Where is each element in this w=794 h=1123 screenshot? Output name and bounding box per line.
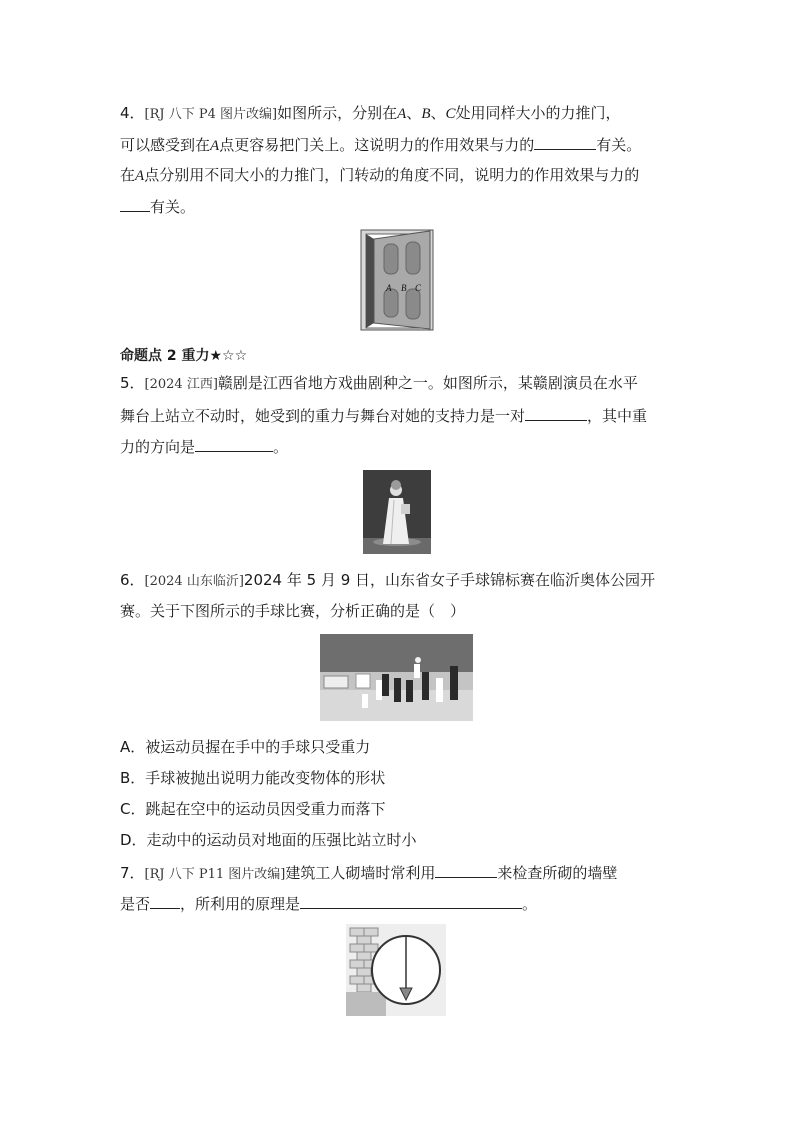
q6-line-2: 赛。关于下图所示的手球比赛，分析正确的是（ ） bbox=[120, 602, 466, 620]
q5-line-3: 力的方向是 。 bbox=[120, 438, 289, 456]
question-number: 6． bbox=[120, 571, 145, 589]
question-number: 4． bbox=[120, 104, 145, 122]
q6-option-b: B．手球被抛出说明力能改变物体的形状 bbox=[120, 769, 386, 787]
answer-blank[interactable] bbox=[195, 436, 273, 452]
question-source: [2024 江西] bbox=[144, 377, 218, 392]
door-label-c: C bbox=[415, 283, 422, 293]
plumb-line-figure bbox=[346, 924, 446, 1016]
difficulty-stars: ★☆☆ bbox=[209, 348, 248, 364]
answer-blank[interactable] bbox=[534, 134, 596, 150]
question-source: [RJ 八下 P4 图片改编] bbox=[144, 107, 278, 122]
question-source: [RJ 八下 P11 图片改编] bbox=[144, 867, 286, 882]
handball-match-photo bbox=[320, 634, 473, 721]
q6-option-c: C．跳起在空中的运动员因受重力而落下 bbox=[120, 800, 386, 818]
q4-line-2: 可以感受到在A点更容易把门关上。这说明力的作用效果与力的 有关。 bbox=[120, 136, 642, 154]
answer-blank[interactable] bbox=[150, 893, 180, 909]
q4-line-3: 在A点分别用不同大小的力推门，门转动的角度不同，说明力的作用效果与力的 bbox=[120, 166, 640, 184]
answer-blank[interactable] bbox=[300, 893, 522, 909]
door-label-a: A bbox=[386, 283, 392, 293]
q5-line-1: 5．[2024 江西]赣剧是江西省地方戏曲剧种之一。如图所示，某赣剧演员在水平 bbox=[120, 374, 638, 392]
door-label-b: B bbox=[401, 283, 407, 293]
q5-line-2: 舞台上站立不动时，她受到的重力与舞台对她的支持力是一对 ，其中重 bbox=[120, 407, 648, 425]
answer-blank[interactable] bbox=[435, 862, 497, 878]
answer-blank[interactable] bbox=[120, 196, 150, 212]
q7-line-2: 是否 ，所利用的原理是 。 bbox=[120, 895, 538, 913]
question-number: 7． bbox=[120, 864, 145, 882]
q4-line-4: 有关。 bbox=[120, 196, 195, 217]
q7-line-1: 7．[RJ 八下 P11 图片改编]建筑工人砌墙时常利用 来检查所砌的墙壁 bbox=[120, 864, 618, 882]
section-heading: 命题点 2 重力★☆☆ bbox=[120, 348, 248, 364]
q6-option-a: A．被运动员握在手中的手球只受重力 bbox=[120, 738, 371, 756]
q6-line-1: 6．[2024 山东临沂]2024 年 5 月 9 日，山东省女子手球锦标赛在临沂奥体公园开 bbox=[120, 571, 656, 589]
q6-option-d: D．走动中的运动员对地面的压强比站立时小 bbox=[120, 831, 417, 849]
question-source: [2024 山东临沂] bbox=[144, 574, 244, 589]
question-number: 5． bbox=[120, 374, 145, 392]
q4-line-1: 4．[RJ 八下 P4 图片改编]如图所示，分别在A、B、C处用同样大小的力推门， bbox=[120, 104, 621, 122]
opera-performer-photo bbox=[363, 470, 431, 554]
answer-blank[interactable] bbox=[525, 405, 587, 421]
door-figure bbox=[360, 229, 434, 331]
